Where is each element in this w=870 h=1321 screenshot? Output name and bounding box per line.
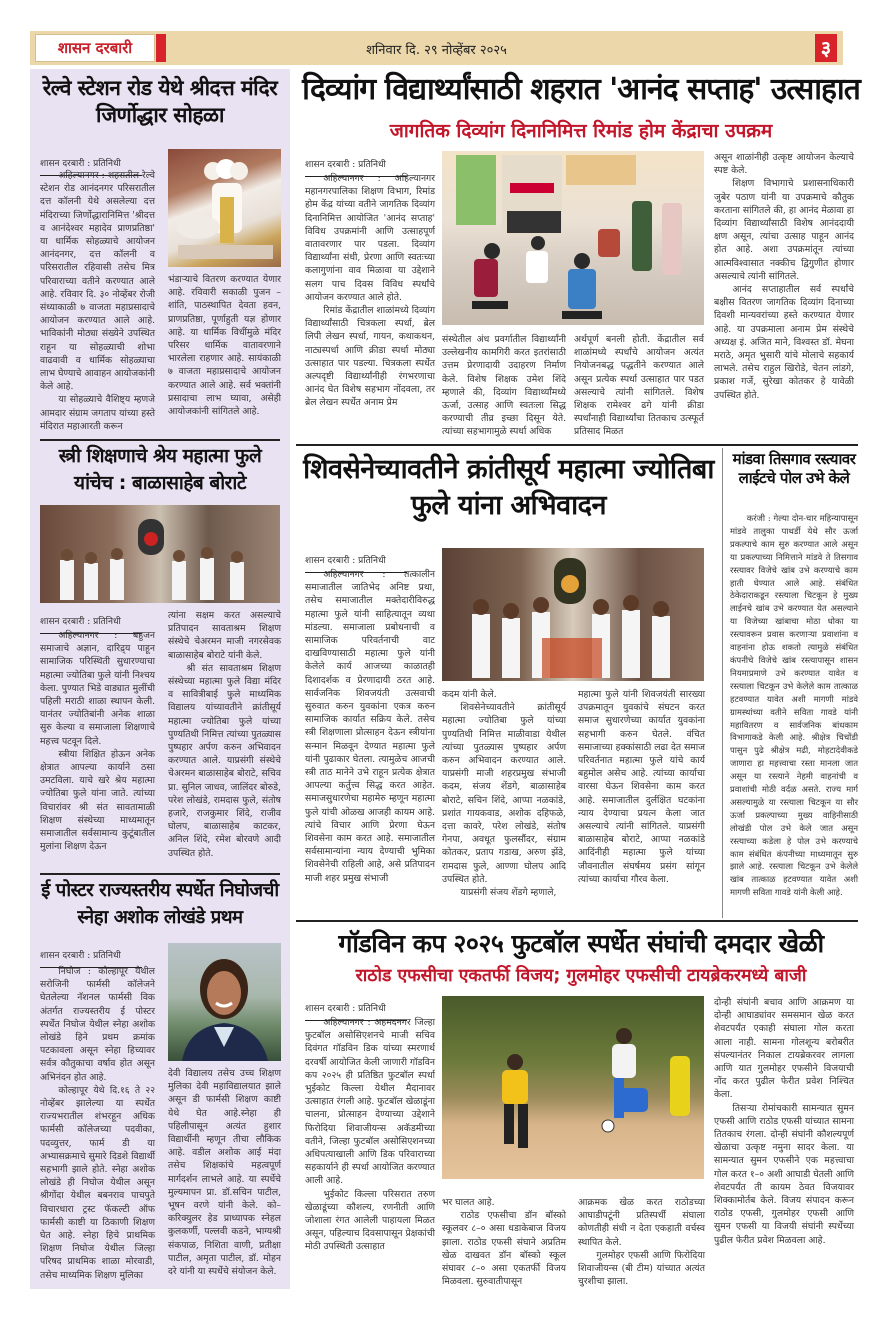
column-divider xyxy=(722,448,723,918)
story-column-1: अहिल्यानगर : बहुजन समाजाचे अज्ञान, दारिद्र्य पाहून सामाजिक परिस्थिती सुधारण्याचा महात्मा ज्योतिबा फुले यांनी निश्चय केला. पुण्यात भिडे वाड्यात मुलींची पहिली मराठी शाळा स्थापन केली. यानंतर ज्योतिबांनी अनेक शाळा सुरु केल्या व समाजाला शिक्षणाचे महत्त्व पटवून दिले. स्त्रीया शिक्षित होऊन अनेक क्षेत्रात आपल्या कार्याने ठसा उमटविला. याचे खरे श्रेय महात्मा ज्योतिबा फुले यांना जाते. त्यांच्या विचारांवर श्री संत सावतामाळी शिक्षण संस्थेच्या माध्यमातून समाजातील सर्वसामान्य कुटूंबातील मुलांना शिक्षण देऊन xyxy=(40,630,155,853)
story-column-1: निघोज : कोल्हापूर येथील सरोजिनी फार्मसी कॉलेजने घेतलेल्या नॅशनल फार्मसी विक अंतर्गत राज्यस्तरीय ई पोस्टर स्पर्धेत निघोज येथील स्नेहा अशोक लोखंडे हिने प्रथम क्रमांक पटकावला असून स्नेहा हिच्यावर सर्वत्र कौतुकाचा वर्षाव होत असून अभिनंदन होत आहे. कोल्हापूर येथे दि.१६ ते २२ नोव्हेंबर झालेल्या या स्पर्धेत राज्यभरातील शंभरहून अधिक फार्मसी कॉलेजच्या पदवीका, पदव्युत्तर, फार्म डी या अभ्यासक्रमाचे सुमारे दिडशे विद्यार्थी सहभागी झाले होते. स्नेहा अशोक लोखंडे ही निघोज येथील असून श्रीगोंदा येथील बबनराव पाचपुते विचारधारा ट्रस्ट फॅकल्टी ऑफ फार्मसी काष्टी या ठिकाणी शिक्षण घेत आहे. स्नेहा हिचे प्राथमिक शिक्षण निघोज येथील जिल्हा परिषद प्राथमिक शाळा मोरवाडी, तसेच माध्यमिक शिक्षण मुलिका xyxy=(40,966,155,1281)
datta-idol-photo xyxy=(168,149,281,267)
story-headline: ई पोस्टर राज्यस्तरीय स्पर्धेत निघोजची स्नेहा अशोक लोखंडे प्रथम xyxy=(41,880,279,928)
story-headline: दिव्यांग विद्यार्थ्यांसाठी शहरात 'आनंद सप्ताह' उत्साहात xyxy=(302,72,860,107)
story-column-2: देवी विद्यालय तसेच उच्च शिक्षण मुलिका देवी महाविद्यालयात झाले असून डी फार्मसी शिक्षण काष्टी येथे घेत आहे.स्नेहा ही पहिलीपासून अत्यंत हुशार विद्यार्थीनी म्हणून तीचा लौकिक आहे. वडील अशोक आई मंदा तसेच शिक्षकांचे महत्वपूर्ण मार्गदर्शन लाभले आहे. या स्पर्धेचे मुल्यमापन प्रा. डॉ.सचिन पाटील, भूषन वरणे यांनी केले. को– करिक्युलर हेड प्राध्यापक स्नेहल कुलकर्णी, पल्लवी कडने, भाग्यश्री संकपाळ, निशिता वाणी, प्रतीक्षा पाटील, अमृता पाटील, डॉ. मोहन दरे यांनी या स्पर्धेचे संयोजन केले. xyxy=(168,1068,281,1278)
story-column-1: अहिल्यानगर : तत्कालीन समाजातील जातिभेद अनिष्ट प्रथा, तसेच समाजातील मक्तेदारीविरुद्ध महात्मा फुले यांनी साहित्यातून व्यथा मांडल्या. समाजाला प्रबोधनाची व सामाजिक परिवर्तनाची वाट दाखविण्यासाठी महात्मा फुले यांनी केलेले कार्य आजच्या काळातही दिशादर्शक व प्रेरणादायी ठरत आहे. सार्वजनिक शिवजयंती उत्सवाची सुरुवात करुन युवकांना एकत्र करुन सामाजिक कार्यात सक्रिय केले. तसेच स्त्री शिक्षणाला प्रोत्साहन देऊन स्त्रीयांना सन्मान मिळवून देण्यात महात्मा फुले यांनी पुढाकार घेतला. त्यामुळेच आजची स्त्री ताठ मानेने उभे राहून प्रत्येक क्षेत्रात आपल्या कर्तुत्त्व सिद्ध करत आहेत. समाजसुधारणेचा महामेरु म्हणून महात्मा फुले यांची ओळख आजही कायम आहे. त्यांचे विचार आणि प्रेरणा घेऊन शिवसेना काम करत आहे. समाजातील सर्वसामान्यांना न्याय देण्याची भुमिका शिवसेनेची राहिली आहे, असे प्रतिपादन माजी शहर प्रमुख संभाजी xyxy=(305,569,435,884)
story-column-2: त्यांना सक्षम करत असल्याचे प्रतिपादन सावताश्रम शिक्षण संस्थेचे चेअरमन माजी नगरसेवक बाळासाहेब बोराटे यांनी केले. श्री संत सावताश्रम शिक्षण संस्थेच्या महात्मा फुले विद्या मंदिर व सावित्रीबाई फुले माध्यमिक विद्यालय यांच्यावतीने क्रांतीसूर्य महात्मा ज्योतिबा फुले यांच्या पुण्यतिथी निमित्त त्यांच्या पुतळ्यास पुष्पहार अर्पण करुन अभिवादन करण्यात आले. याप्रसंगी संस्थेचे चेअरमन बाळासाहेब बोराटे, सचिव प्रा. सुनिल जाधव, जालिंदर बोरुडे, परेश लोखंडे, रामदास फुले, संतोष हजारे, राजकुमार शिंदे, राजीव घोलप, बाळासाहेब काटकर, अनिल शिंदे, रमेश बोरवणे आदी उपस्थित होते. xyxy=(168,610,281,859)
story-column-3: आक्रमक खेळ करत राठोडच्या आघाडीपटूंनी प्रतिस्पर्धी संघाला कोणतीही संधी न देता एकहाती वर्चस्व स्थापित केले. गुलमोहर एफसी आणि फिरोदिया शिवाजीयन्स (बी टीम) यांच्यात अत्यंत चुरशीचा झाला. xyxy=(578,1197,705,1288)
story-column-2: संस्थेतील अंध प्रवर्गातील विद्यार्थ्यांनी उल्लेखनीय कामगिरी करत इतरांसाठी उत्तम प्रेरणादायी उदाहरण निर्माण केले. विशेष शिक्षक उमेश शिंदे म्हणाले की, दिव्यांग विद्यार्थ्यांमध्ये ऊर्जा, उत्साह आणि स्वतःला सिद्ध करण्याची तीव्र इच्छा दिसून येते. त्यांच्या सहभागामुळे स्पर्धा अधिक xyxy=(442,334,566,438)
story-headline: स्त्री शिक्षणाचे श्रेय महात्मा फुले यांचेच : बाळासाहेब बोराटे xyxy=(58,445,262,494)
story-headline: मांडवा तिसगाव रस्त्यावर लाईटचे पोल उभे केले xyxy=(732,450,856,487)
sidebar xyxy=(30,69,290,1289)
story-column-1: अहिल्यानगर : शहरातील रेल्वे स्टेशन रोड आनंदनगर परिसरातील दत्त कॉलनी येथे असलेल्या दत्त मंदिराच्या जिर्णोद्धारानिमित्त 'श्रीदत्त व आनंदेश्वर महादेव प्राणप्रतिष्ठा' या धार्मिक सोहळ्याचे आयोजन आनंदनगर, दत्त कॉलनी व परिसरातील रहिवासी तसेच मित्र परिवाराच्या वतीने करण्यात आले आहे. रविवार दि. ३० नोव्हेंबर रोजी संध्याकाळी ७ वाजता महाप्रसादाचे आयोजन करण्यात आले आहे. भाविकांनी मोठ्या संख्येने उपस्थित राहून या सोहळ्याची शोभा वाढवावी व धार्मिक सोहळ्याचा लाभ घेण्याचे आवाहन आयोजकांनी केले आहे. या सोहळ्याचे वैशिष्ट्य म्हणजे आमदार संग्राम जगताप यांच्या हस्ते मंदिरात महाआरती करून xyxy=(40,170,155,432)
story-column-1: अहिल्यानगर : अहमदनगर जिल्हा फुटबॉल असोसिएशनचे माजी सचिव दिवंगत गॉडविन डिक यांच्या स्मरणार्थ दरवर्षी आयोजित केली जाणारी गॉडविन कप २०२५ ही प्रतिष्ठित फुटबॉल स्पर्धा भुईकोट किल्ला येथील मैदानावर उत्साहात रंगली आहे. फुटबॉल खेळाडूंना चालना, प्रोत्साहन देण्याच्या उद्देशाने फिरोदिया शिवाजीयन्स अकॅडमीच्या वतीने, जिल्हा फुटबॉल असोसिएशनच्या अधिपत्याखाली आणि डिक परिवाराच्या सहकार्याने ही स्पर्धा आयोजित करण्यात आली आहे. भुईकोट किल्ला परिसरात तरुण खेळाडूंच्या कौशल्य, रणनीती आणि जोशाला रंगत आलेली पाहायला मिळत असून, पहिल्याच दिवसापासून प्रेक्षकांची मोठी उपस्थिती उत्साहात xyxy=(305,1017,435,1253)
divider xyxy=(296,444,858,446)
divider xyxy=(40,873,280,875)
sidebar-story-phule-borate xyxy=(30,439,290,869)
byline: शासन दरबारी : प्रतिनिधी xyxy=(40,609,142,640)
story-column-1: अहिल्यानगर : अहिल्यानगर महानगरपालिका शिक्षण विभाग, रिमांड होम केंद्र यांच्या वतीने जागतिक दिव्यांग दिनानिमित्त आयोजित 'आनंद सप्ताह' विविध उपक्रमांनी आणि उत्साहपूर्ण वातावरणार पार पडला. दिव्यांग विद्यार्थ्यांना संधी, प्रेरणा आणि स्वतःच्या कलागुणांना वाव मिळावा या उद्देशाने सलग पाच दिवस विविध स्पर्धांचे आयोजन करण्यात आले होते. रिमांड केंद्रातील शाळांमध्ये दिव्यांग विद्यार्थ्यांसाठी चित्रकला स्पर्धा, ब्रेल लिपी लेखन स्पर्धा, गायन, कथाकथन, नाट्यस्पर्धा आणि क्रीडा स्पर्धा मोठ्या उत्साहात पार पडल्या. चित्रकला स्पर्धेत अल्पदृष्टी विद्यार्थ्यांनीही रंगभरणाचा आनंद घेत विशेष सहभाग नोंदवला, तर ब्रेल लेखन स्पर्धेत अनाम प्रेम xyxy=(305,173,435,409)
byline: शासन दरबारी : प्रतिनिधी xyxy=(305,548,407,579)
story-subheadline: राठोड एफसीचा एकतर्फी विजय; गुलमोहर एफसीची टायब्रेकरमध्ये बाजी xyxy=(355,966,807,986)
issue-date: शनिवार दि. २९ नोव्हेंबर २०२५ xyxy=(366,43,507,58)
story-column-2: कदम यांनी केले. शिवसेनेच्यावतीने क्रांतीसूर्य महात्मा ज्योतिबा फुले यांच्या पुण्यतिथी निमित्त माळीवाडा येथील त्यांच्या पुतळ्यास पुष्पहार अर्पण करुन अभिवादन करण्यात आले. याप्रसंगी माजी शहरप्रमुख संभाजी कदम, संजय शेंडगे, बाळासाहेब बोराटे, सचिन शिंदे, आप्पा नळकांडे, प्रशांत गायकवाड, अशोक दहिफळे, दत्ता कावरे, परेश लोखंडे, संतोष गेनपा, अवधूत फुलसौंदर, संग्राम कोतकर, प्रताप गडाख, अरुण झेंडे, रामदास फुले, आण्णा घोलप आदि उपस्थित होते. याप्रसंगी संजय शेंडगे म्हणाले, xyxy=(442,689,566,899)
byline: शासन दरबारी : प्रतिनिधी xyxy=(305,152,407,183)
divider xyxy=(296,920,858,922)
story-column-1: करंजी : गेल्या दोन-चार महिन्यापासून मांडवे तालुका पाथर्डी येथे सौर ऊर्जा प्रकल्पाचे काम सुरु करण्यात आले असून या प्रकल्पाच्या निमित्ताने मांडवे ते तिसगाव रस्त्यावर विजेचे खांब उभे करण्याचे काम हाती घेण्यात आले आहे. संबंधित ठेकेदाराकडून रस्त्याला चिटकून हे मुख्य लाईनचे खांब उभे करण्यात येत असल्याने या विजेच्या खांबाचा मोठा धोका या रस्त्यावरून प्रवास करणाऱ्या प्रवाशांना व वाहनांना होऊ शकतो त्यामुळे संबंधित कंपनीचे विजेचे खांब रस्त्यापासून शासन नियमाप्रमाणे उभे करण्यात यावेत व रस्त्याला चिटकून उभे केलेले काम तात्काळ हटवण्यात यावेत अशी मागणी मांडवे ग्रामस्थांच्या वतीने सविता गावडे यांनी महावितरण व सार्वजनिक बांधकाम विभागाकडे केली आहे. श्रीक्षेत्र चिचोंडी पासुन पुढे श्रीक्षेत्र मढी, मोहटादेवीकडे जाणारा हा महत्त्वाचा रस्ता मानला जात असून या रस्त्याने नेहमी वाहनांची व प्रवाशांची मोठी वर्दळ असते. राज्य मार्ग असल्यामुळे या रस्त्याला चिटकून या सौर ऊर्जा प्रकल्पाच्या मुख्य वाहिनीसाठी लोखंडी पोल उभे केले जात असून रस्त्याच्या कडेला हे पोल उभे करण्याचे काम संबंधित कंपनीच्या माध्यमातून सुरु झाले आहे. रस्त्याला चिटकून उभे केलेले खांब तात्काळ हटवण्यात यावेत अशी मागणी सविता गावडे यांनी केली आहे. xyxy=(730,513,858,898)
sidebar-story-datta-mandir xyxy=(30,69,290,439)
sidebar-story-e-poster xyxy=(30,869,290,1289)
story-column-2: भंडाऱ्याचे वितरण करण्यात येणार आहे. रविवारी सकाळी पुजन – शांति, पाठस्थापित देवता हवन, प्राणप्रतिष्ठा, पूर्णाहुती यज्ञ होणार आहे. या धार्मिक विधींमुळे मंदिर परिसर धार्मिक वातावरणाने भारलेला राहणार आहे. सायंकाळी ७ वाजता महाप्रसादाचे आयोजन करण्यात आले आहे. सर्व भक्तांनी प्रसादाचा लाभ घ्यावा, असेही आयोजकांनी सांगितले आहे. xyxy=(168,274,281,418)
phule-statue-group-photo xyxy=(40,505,280,603)
story-headline: रेल्वे स्टेशन रोड येथे श्रीदत्त मंदिर जिर्णोद्धार सोहळा xyxy=(42,76,278,127)
masthead xyxy=(30,31,843,65)
byline: शासन दरबारी : प्रतिनिधी xyxy=(305,996,407,1027)
football-match-photo xyxy=(442,996,704,1179)
students-drawing-classroom-photo xyxy=(442,151,704,325)
story-headline: शिवसेनेच्यावतीने क्रांतीसूर्य महात्मा ज्योतिबा फुले यांना अभिवादन xyxy=(303,454,714,521)
shivsena-tribute-group-photo xyxy=(442,548,704,681)
story-column-4: असून शाळांनीही उत्कृष्ट आयोजन केल्याचे स्पष्ट केले. शिक्षण विभागाचे प्रशासनाधिकारी जुबेर पठाण यांनी या उपक्रमाचे कौतुक करताना सांगितले की, हा आनंद मेळावा हा दिव्यांग विद्यार्थ्यांसाठी विशेष आनंददायी क्षण असून, त्यांचा उत्साह पाहून आनंद होत आहे. अशा उपक्रमांतून त्यांच्या आत्मविश्वासात नक्कीच द्विगुणीत होणार असल्याचे त्यांनी सांगितले. आनंद सप्ताहातील सर्व स्पर्धांचे बक्षीस वितरण जागतिक दिव्यांग दिनाच्या दिवशी मान्यवरांच्या हस्ते करण्यात येणार आहे. या उपक्रमाला अनाम प्रेम संस्थेचे अध्यक्ष इं. अजित माने, विश्वस्त डॉ. मेघना मराठे, अमृत भुसारी यांचे मोलाचे सहकार्य लाभले. तसेच राहुल खिरोडे, चेतन लांडगे, प्रकाश गर्जे, सुरेखा कोतकर हे यावेळी उपस्थित होते. xyxy=(714,152,854,401)
story-column-2: भर घालत आहे. राठोड एफसीचा डॉन बॉस्को स्कूलवर ८–० असा धडाकेबाज विजय झाला. राठोड एफसी संघाने अप्रतिम खेळ दाखवत डॉन बॉस्को स्कूल संघावर ८–० असा एकतर्फी विजय मिळवला. सुरुवातीपासून xyxy=(442,1197,566,1288)
byline: शासन दरबारी : प्रतिनिधी xyxy=(40,943,142,974)
logo-text: शासन दरबारी xyxy=(57,39,133,57)
story-column-4: दोन्ही संघांनी बचाव आणि आक्रमण या दोन्ही आघाड्यांवर समसमान खेळ करत शेवटपर्यंत एकाही संघाला गोल करता आला नाही. सामना गोलशून्य बरोबरीत संपल्यानंतर निकाल टायब्रेकरवर लागला आणि यात गुलमोहर एफसीने विजयाची नोंद करत पुढील फेरीत प्रवेश निश्चित केला. तिसऱ्या रोमांचकारी सामन्यात सुमन एफसी आणि राठोड एफसी यांच्यात सामना तितकाच रंगला. दोन्ही संघांनी कौशल्यपूर्ण खेळाचा उत्कृष्ट नमुना सादर केला. या सामन्यात सुमन एफसीने एक महत्त्वाचा गोल करत १–० अशी आघाडी घेतली आणि शेवटपर्यंत ती कायम ठेवत विजयावर शिक्कामोर्तब केले. विजय संपादन करून राठोड एफसी, गुलमोहर एफसी आणि सुमन एफसी या विजयी संघांनी स्पर्धेच्या पुढील फेरीत प्रवेश मिळवला आहे. xyxy=(714,997,854,1246)
story-headline: गॉडविन कप २०२५ फुटबॉल स्पर्धेत संघांची दमदार खेळी xyxy=(338,929,824,958)
story-column-3: महात्मा फुले यांनी शिवजयंती सारख्या उपक्रमातून युवकांचे संघटन करत समाज सुधारणेच्या कार्यात युवकांना सहभागी करुन घेतले. वंचित समाजाच्या हक्कांसाठी लढा देत समाज परिवर्तनात महात्मा फुले यांचे कार्य बहुमोल असेच आहे. त्यांच्या कार्याचा वारसा घेऊन शिवसेना काम करत आहे. समाजातील दुर्लक्षित घटकांना न्याय देण्याचा प्रयत्न केला जात असल्याचे त्यांनी सांगितले. याप्रसंगी बाळासाहेब बोराटे, आप्पा नळकांडे आदिंनीही महात्मा फुले यांच्या जीवनातील संघर्षमय प्रसंग सांगून त्यांच्या कार्याचा गौरव केला. xyxy=(578,689,705,885)
byline: शासन दरबारी : प्रतिनिधी xyxy=(40,151,142,182)
story-subheadline: जागतिक दिव्यांग दिनानिमित्त रिमांड होम केंद्राचा उपक्रम xyxy=(389,120,773,142)
page-number: ३ xyxy=(815,34,837,62)
story-column-3: अर्थपूर्ण बनली होती. केंद्रातील सर्व शाळांमध्ये स्पर्धांचे आयोजन अत्यंत नियोजनबद्ध पद्धतीने करण्यात आले असून प्रत्येक स्पर्धा उत्साहात पार पडत असल्याचे त्यांनी सांगितले. विशेष शिक्षक रामेश्वर ढगे यांनी क्रीडा स्पर्धांनाही विद्यार्थ्यांचा तितकाच उत्स्फूर्त प्रतिसाद मिळत xyxy=(574,334,704,438)
divider xyxy=(40,439,280,441)
sneha-portrait-photo xyxy=(168,943,281,1061)
